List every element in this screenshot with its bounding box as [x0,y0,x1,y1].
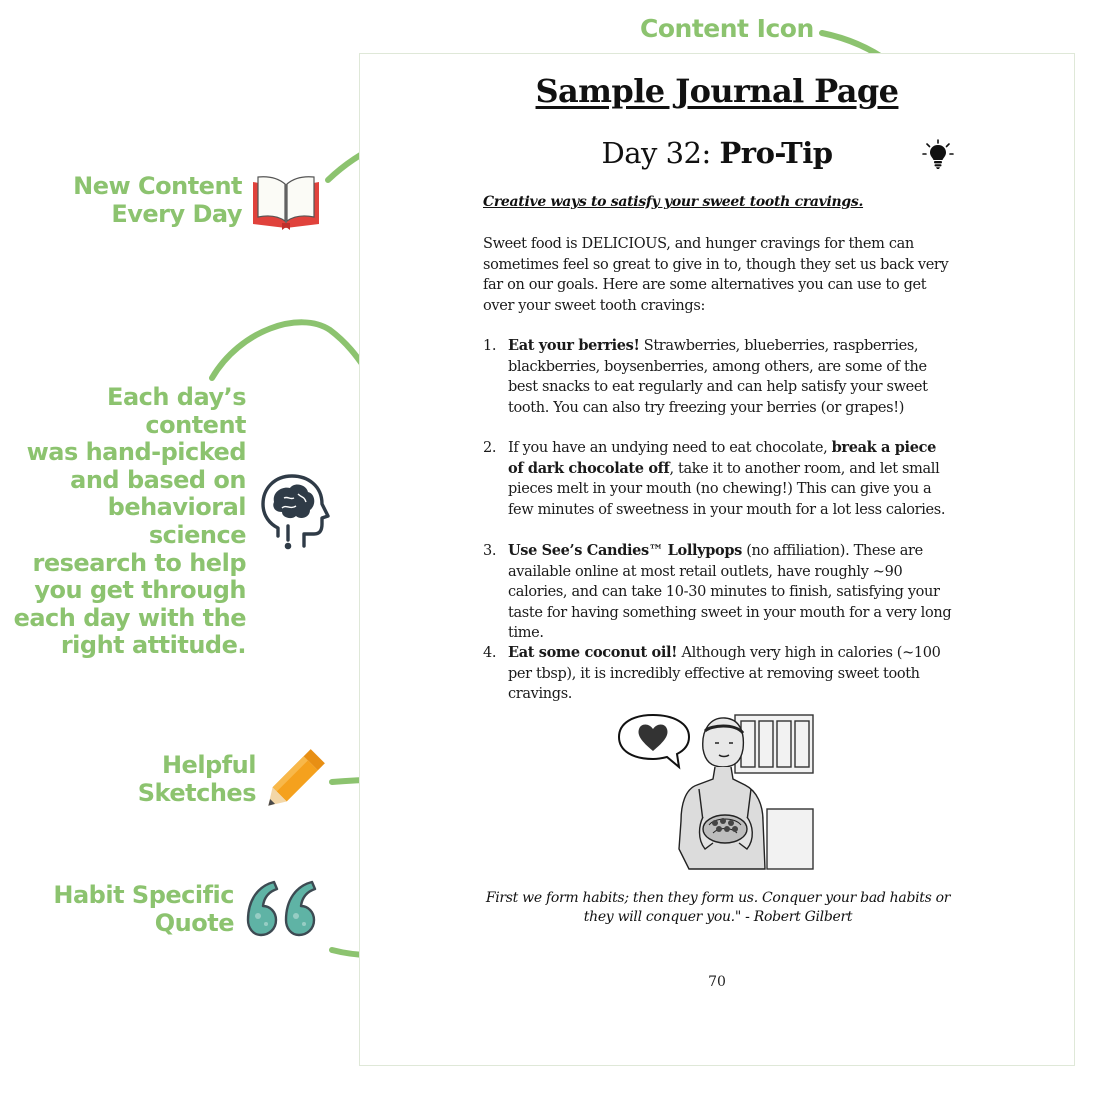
brain-head-icon [260,472,332,552]
day-topic: Pro-Tip [719,136,833,170]
callout-line: behavioral science [107,493,246,549]
list-number: 2. [483,440,497,456]
callout-line: Quote [154,909,234,937]
list-item-body: If you have an undying need to eat chocolate, [508,440,832,456]
quote-marks-icon [244,880,324,938]
woman-eating-berries-sketch [615,709,815,874]
list-item-bold: Eat some coconut oil! [508,644,678,661]
list-number: 4. [483,645,497,661]
callout-line: research to help [32,548,246,577]
list-item-text [508,541,955,644]
day-label: Day 32: [601,136,720,170]
intro-paragraph: Sweet food is DELICIOUS, and hunger cravings for them can sometimes feel so great to give in to, though they set us back very far on our goals. Here are some alternatives you can use to get over your sweet tooth cravings: [483,236,949,314]
subheading: Creative ways to satisfy your sweet tooth cravings. [483,194,864,210]
day-heading [360,136,1074,170]
helpful-sketches-callout [110,751,256,807]
new-content-callout [40,172,242,228]
list-item-bold: break a piece of dark chocolate off [508,439,936,477]
callout-line: you get through [34,576,246,605]
list-item [483,438,955,520]
open-book-icon [250,174,322,230]
list-item-text [508,336,955,418]
page-title: Sample Journal Page [535,72,899,110]
list-item [483,643,955,705]
callout-line: New Content [73,172,242,200]
content-icon-callout [640,14,820,43]
journal-page [359,53,1075,1066]
list-item [483,336,955,418]
list-number: 3. [483,543,497,559]
pencil-icon [262,742,334,810]
list-item-bold: Eat your berries! [508,337,640,354]
callout-line: Every Day [111,200,242,228]
page-number: 70 [708,974,726,990]
list-item-body: (no affiliation). These are available online at most retail outlets, have roughly ~90 calories, and can take 10-30 minutes to finish, satisfying your taste for having something sweet in your mouth for a very long time. [508,543,952,641]
callout-line: and based on [70,465,246,494]
list-item-text [508,438,955,520]
callout-line: right attitude. [60,631,246,660]
callout-line: Sketches [137,779,256,807]
habit-quote: First we form habits; then they form us. Conquer your bad habits or they will conquer you." - Robert Gilbert [485,890,951,925]
list-item-body: Strawberries, blueberries, raspberries, blackberries, boysenberries, among others, are some of the best snacks to eat regularly and can help satisfy your sweet tooth. You can also try freezing your berries (or grapes!) [508,338,928,416]
hand-picked-callout [10,384,246,660]
callout-line: Each day’s content [107,383,246,439]
list-item-bold: Use See’s Candies™ Lollypops [508,542,742,559]
callout-line: each day with the [13,603,246,632]
callout-line: Habit Specific [53,881,234,909]
list-item-body: , take it to another room, and let small pieces melt in your mouth (no chewing!) This can give you a few minutes of sweetness in your mouth for a lot less calories. [508,460,946,518]
list-item-body: Although very high in calories (~100 per tbsp), it is incredibly effective at removing sweet tooth cravings. [508,645,941,702]
list-item-text [508,643,955,705]
list-item [483,541,955,644]
list-number: 1. [483,338,497,354]
callout-line: was hand-picked [26,438,246,467]
lightbulb-icon [922,139,954,171]
habit-quote-callout [50,881,234,937]
callout-line: Helpful [161,751,256,779]
callout-content-icon-text: Content Icon [640,14,814,43]
